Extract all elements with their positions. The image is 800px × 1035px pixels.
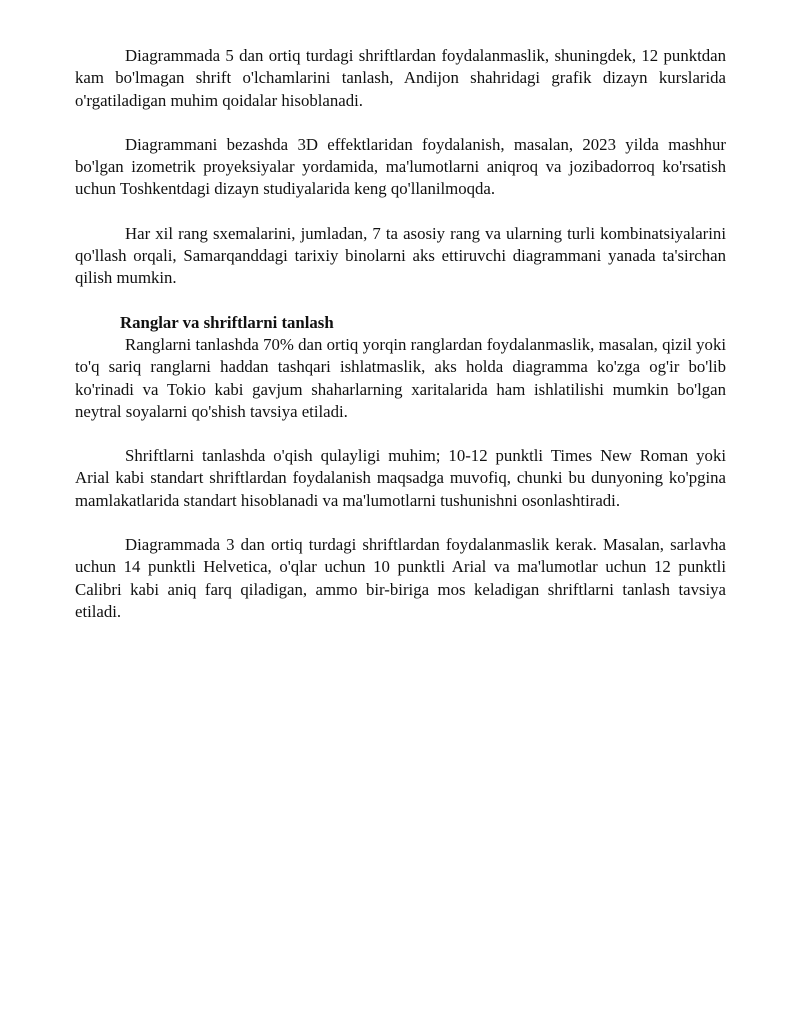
- paragraph-font-choice: Shriftlarni tanlashda o'qish qulayligi muhim; 10-12 punktli Times New Roman yoki Arial kabi standart shriftlardan foydalanish maqsadga muvofiq, chunki bu dunyoning ko'pgina mamlakatlarida standart hisoblanadi va ma'lumotlarni tushunishni osonlashtiradi.: [75, 446, 726, 510]
- paragraph-fonts-count: Diagrammada 5 dan ortiq turdagi shriftlardan foydalanmaslik, shuningdek, 12 punktdan kam bo'lmagan shrift o'lchamlarini tanlash, Andijon shahridagi grafik dizayn kurslarida o'rgatiladigan muhim qoidalar hisoblanadi.: [75, 46, 726, 110]
- paragraph-color-schemes: Har xil rang sxemalarini, jumladan, 7 ta asosiy rang va ularning turli kombinatsiyalarini qo'llash orqali, Samarqanddagi tarixiy binolarni aks ettiruvchi diagrammani yanada ta'sirchan qilish mumkin.: [75, 223, 726, 288]
- section-heading: Ranglar va shriftlarni tanlash: [120, 312, 334, 332]
- paragraph-color-choice: Ranglarni tanlashda 70% dan ortiq yorqin ranglardan foydalanmaslik, masalan, qizil yoki to'q sariq ranglarni haddan tashqari ishlatmaslik, aks holda diagramma ko'zga og'ir bo'lib ko'rinadi va Tokio kabi gavjum shaharlarning xaritalarida ham ishlatilishi mumkin bo'lgan neytral soyalarni qo'shish tavsiya etiladi.: [75, 334, 726, 421]
- document-page: [75, 45, 726, 623]
- paragraph-3d-effects: Diagrammani bezashda 3D effektlaridan foydalanish, masalan, 2023 yilda mashhur bo'lgan izometrik proyeksiyalar yordamida, ma'lumotlarni aniqroq va jozibadorroq ko'rsatish uchun Toshkentdagi dizayn studiyalarida keng qo'llanilmoqda.: [75, 134, 726, 199]
- paragraph-font-limit: Diagrammada 3 dan ortiq turdagi shriftlardan foydalanmaslik kerak. Masalan, sarlavha uchun 14 punktli Helvetica, o'qlar uchun 10 punktli Arial va ma'lumotlar uchun 12 punktli Calibri kabi aniq farq qiladigan, ammo bir-biriga mos keladigan shriftlarni tanlash tavsiya etiladi.: [75, 535, 726, 621]
